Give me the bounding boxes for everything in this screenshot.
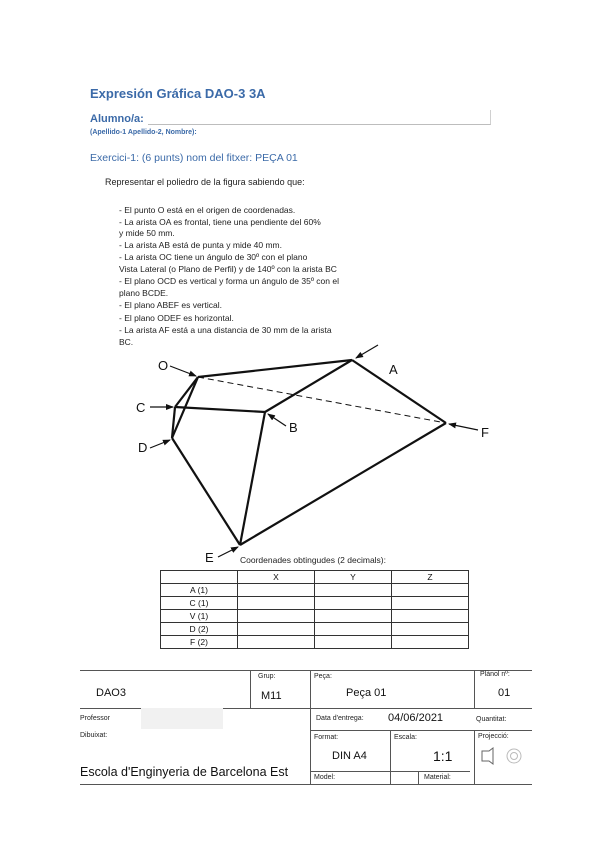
group-label: Grup:: [258, 673, 276, 680]
cell-z[interactable]: [392, 597, 469, 610]
cell-y[interactable]: [315, 623, 392, 636]
table-row: [161, 597, 469, 610]
cell-z[interactable]: [392, 623, 469, 636]
projection-symbol-icon: [480, 746, 524, 766]
row-label: C (1): [161, 597, 238, 610]
row-label: D (2): [161, 623, 238, 636]
row-label: A (1): [161, 584, 238, 597]
hidden-edge-OF: [198, 377, 446, 423]
condition-line: - El plano ODEF es horizontal.: [119, 313, 234, 323]
table-header: Z: [392, 571, 469, 584]
condition-line: - La arista AF está a una distancia de 30 mm de la arista: [119, 325, 332, 335]
vertex-label-D: D: [138, 440, 148, 455]
pointer-D: [150, 440, 170, 448]
document-title: Expresión Gráfica DAO-3 3A: [90, 86, 266, 101]
condition-line: - La arista OC tiene un ángulo de 30º con el plano: [119, 252, 308, 262]
vertex-label-O: O: [158, 358, 169, 373]
pointer-B: [268, 414, 286, 426]
vertex-label-C: C: [136, 400, 146, 415]
condition-line: BC.: [119, 337, 134, 347]
edge-DE: [172, 438, 240, 545]
material-label: Material:: [424, 774, 451, 781]
table-header: Y: [315, 571, 392, 584]
projection-label: Projecció:: [478, 733, 509, 740]
drawn-label: Dibuixat:: [80, 732, 108, 739]
table-header: [161, 571, 238, 584]
cell-x[interactable]: [238, 597, 315, 610]
student-hint: (Apellido-1 Apellido-2, Nombre):: [90, 129, 197, 136]
vertex-label-F: F: [481, 425, 489, 440]
exercise-statement: Representar el poliedro de la figura sabiendo que:: [105, 177, 305, 187]
cell-z[interactable]: [392, 636, 469, 649]
condition-line: y mide 50 mm.: [119, 228, 175, 238]
exercise-title: Exercici-1: (6 punts) nom del fitxer: PEÇA 01: [90, 152, 298, 164]
pointer-O: [170, 366, 196, 376]
school-name: Escola d'Enginyeria de Barcelona Est: [80, 765, 289, 779]
date-value: 04/06/2021: [388, 712, 444, 724]
vertex-label-E: E: [205, 550, 214, 565]
condition-line: plano BCDE.: [119, 288, 169, 298]
pointer-A: [356, 345, 378, 358]
scale-value: 1:1: [433, 748, 453, 764]
coordinates-caption: Coordenades obtingudes (2 decimals):: [240, 555, 387, 565]
cell-z[interactable]: [392, 610, 469, 623]
edge-BE: [240, 412, 265, 545]
vertex-label-B: B: [289, 420, 298, 435]
condition-line: - El plano OCD es vertical y forma un ángulo de 35º con el: [119, 276, 339, 286]
row-label: V (1): [161, 610, 238, 623]
scale-label: Escala:: [394, 734, 417, 741]
condition-line: - La arista AB está de punta y mide 40 mm.: [119, 240, 282, 250]
row-label: F (2): [161, 636, 238, 649]
format-label: Format:: [314, 734, 339, 741]
format-value: DIN A4: [332, 750, 367, 762]
vertex-label-A: A: [389, 362, 398, 377]
table-header-row: [161, 571, 469, 584]
cell-x[interactable]: [238, 610, 315, 623]
cell-x[interactable]: [238, 636, 315, 649]
pointer-F: [449, 424, 478, 430]
table-row: [161, 623, 469, 636]
condition-line: - El plano ABEF es vertical.: [119, 300, 222, 310]
cell-x[interactable]: [238, 584, 315, 597]
cell-z[interactable]: [392, 584, 469, 597]
title-block-name: DAO3: [96, 687, 126, 699]
cell-x[interactable]: [238, 623, 315, 636]
condition-line: Vista Lateral (o Plano de Perfil) y de 140º con la arista BC: [119, 264, 337, 274]
cell-y[interactable]: [315, 636, 392, 649]
date-label: Data d'entrega:: [316, 715, 364, 722]
table-header: X: [238, 571, 315, 584]
professor-field[interactable]: [141, 708, 223, 729]
cell-y[interactable]: [315, 584, 392, 597]
pointer-E: [218, 547, 238, 557]
cell-y[interactable]: [315, 597, 392, 610]
model-label: Model:: [314, 774, 336, 781]
condition-line: - La arista OA es frontal, tiene una pendiente del 60%: [119, 217, 321, 227]
table-row: [161, 636, 469, 649]
plan-value: 01: [498, 687, 511, 699]
condition-line: - El punto O está en el origen de coordenadas.: [119, 205, 296, 215]
table-row: [161, 610, 469, 623]
piece-value: Peça 01: [346, 687, 387, 699]
group-value: M11: [261, 690, 282, 702]
quantity-label: Quantitat:: [476, 716, 507, 723]
cell-y[interactable]: [315, 610, 392, 623]
coordinates-table: [160, 570, 469, 649]
plan-label: Plànol nº:: [480, 671, 510, 678]
edge-CB: [175, 407, 265, 412]
table-row: [161, 584, 469, 597]
edge-AF: [352, 360, 446, 423]
edge-FE: [240, 423, 446, 545]
student-label: Alumno/a:: [90, 113, 144, 125]
piece-label: Peça:: [314, 673, 332, 680]
professor-label: Professor: [80, 715, 110, 722]
